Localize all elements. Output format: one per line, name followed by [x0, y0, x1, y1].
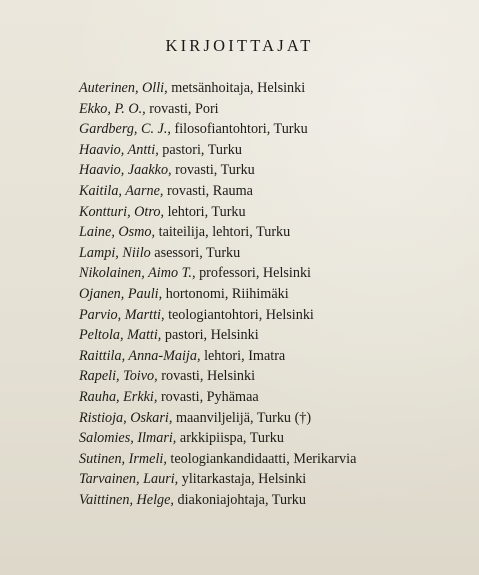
writer-details: arkkipiispa, Turku — [176, 430, 284, 447]
writer-entry — [79, 181, 356, 202]
writer-name: Kaitila, Aarne, — [79, 182, 164, 199]
writer-entry — [79, 78, 356, 99]
writer-entry — [79, 160, 356, 181]
writer-entry — [79, 408, 356, 429]
writer-name: Haavio, Jaakko, — [79, 162, 172, 179]
writer-name: Vaittinen, Helge, — [79, 491, 174, 508]
writer-name: Ekko, P. O., — [79, 100, 146, 117]
writer-name: Haavio, Antti, — [79, 141, 159, 158]
writer-entry — [79, 284, 356, 305]
writer-entry — [79, 366, 356, 387]
writer-entry — [79, 469, 356, 490]
writer-list — [79, 78, 356, 510]
writer-details: pastori, Helsinki — [161, 327, 259, 344]
writer-name: Ristioja, Oskari, — [79, 409, 173, 426]
writer-entry — [79, 119, 356, 140]
writer-details: diakoniajohtaja, Turku — [173, 491, 306, 508]
writer-entry — [79, 99, 356, 120]
writer-details: lehtori, Imatra — [200, 347, 286, 364]
writer-details: rovasti, Helsinki — [157, 368, 256, 385]
writer-name: Rauha, Erkki, — [79, 388, 158, 405]
writer-details: ylitarkastaja, Helsinki — [178, 471, 307, 488]
writer-details: teologiantohtori, Helsinki — [164, 306, 314, 323]
writer-entry — [79, 490, 356, 511]
writer-details: maanviljelijä, Turku (†) — [172, 409, 312, 426]
writer-entry — [79, 202, 356, 223]
writer-name: Salomies, Ilmari, — [79, 430, 177, 447]
writer-entry — [79, 243, 356, 264]
writer-details: rovasti, Pyhämaa — [157, 388, 259, 405]
writer-details: rovasti, Turku — [171, 162, 255, 179]
writer-name: Ojanen, Pauli, — [79, 285, 163, 302]
writer-details: rovasti, Rauma — [163, 182, 253, 199]
writer-name: Parvio, Martti, — [79, 306, 165, 323]
writer-name: Gardberg, C. J., — [79, 121, 171, 138]
writer-name: Nikolainen, Aimo T., — [79, 265, 196, 282]
writer-name: Laine, Osmo, — [79, 224, 156, 241]
writer-details: metsänhoitaja, Helsinki — [167, 80, 306, 96]
writer-entry — [79, 387, 356, 408]
writer-entry — [79, 305, 356, 326]
writer-name: Auterinen, Olli, — [79, 80, 168, 96]
writer-name: Lampi, Niilo — [79, 244, 151, 261]
writer-name: Tarvainen, Lauri, — [79, 471, 179, 488]
writer-details: asessori, Turku — [150, 244, 241, 261]
writer-name: Peltola, Matti, — [79, 327, 162, 344]
writer-details: professori, Helsinki — [195, 265, 311, 282]
page-title: KIRJOITTAJAT — [165, 36, 314, 55]
writer-entry — [79, 449, 356, 470]
writer-details: teologiankandidaatti, Merikarvia — [166, 450, 357, 467]
writer-entry — [79, 346, 356, 367]
writer-entry — [79, 140, 356, 161]
writer-entry — [79, 222, 356, 243]
writer-entry — [79, 428, 356, 449]
writer-name: Rapeli, Toivo, — [79, 368, 158, 385]
writer-entry — [79, 263, 356, 284]
writer-name: Raittila, Anna-Maija, — [79, 347, 201, 364]
writer-details: hortonomi, Riihimäki — [162, 285, 289, 302]
writer-details: lehtori, Turku — [164, 203, 246, 220]
writer-details: filosofiantohtori, Turku — [170, 121, 308, 138]
writer-entry — [79, 325, 356, 346]
writer-details: pastori, Turku — [158, 141, 242, 158]
writer-details: rovasti, Pori — [145, 100, 219, 117]
writer-name: Kontturi, Otro, — [79, 203, 165, 220]
writer-details: taiteilija, lehtori, Turku — [155, 224, 291, 241]
writer-name: Sutinen, Irmeli, — [79, 450, 167, 467]
